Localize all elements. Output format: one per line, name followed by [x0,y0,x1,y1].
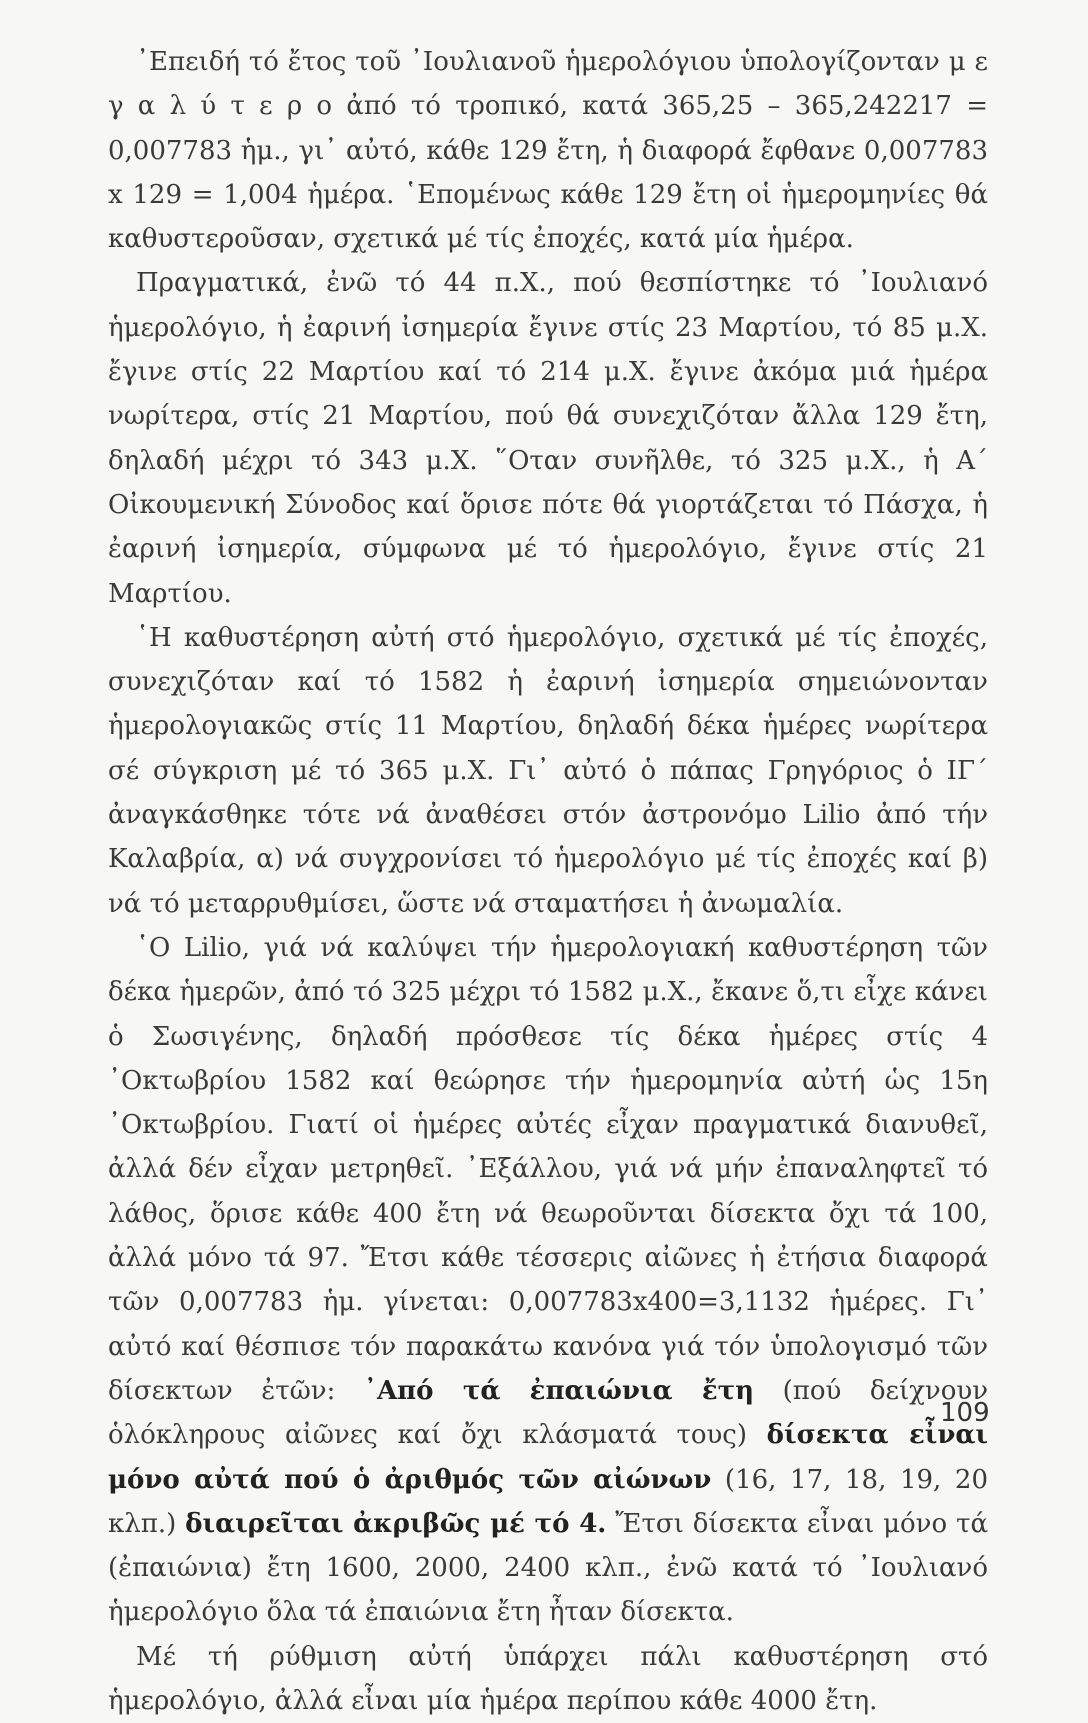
page-number: 109 [940,1398,990,1428]
rule-emphasis-leap-condition: δίσεκτα εἶναι μόνο αὐτά πού ὁ ἀριθμός τῶν αἰώνων [108,1420,988,1495]
paragraph-gregory-reform: ῾Η καθυστέρηση αὐτή στό ἡμερολόγιο, σχετικά μέ τίς ἐποχές, συνεχιζόταν καί τό 1582 ἡ ἐαρινή ἰσημερία σημειώνονταν ἡμερολογιακῶς στίς 11 Μαρτίου, δηλαδή δέκα ἡμέρες νωρίτερα σέ σύγκριση μέ τό 365 μ.Χ. Γι᾿ αὐτό ὁ πάπας Γρηγόριος ὁ ΙΓ΄ ἀναγκάσθηκε τότε νά ἀναθέσει στόν ἀστρονόμο Lilio ἀπό τήν Καλαβρία, α) νά συγχρονίσει τό ἡμερολόγιο μέ τίς ἐποχές καί β) νά τό μεταρρυθμίσει, ὥστε νά σταματήσει ἡ ἀνωμαλία. [108,622,988,919]
book-page-text [108,40,988,1723]
rule-emphasis-centennial-years: ᾿Από τά ἐπαιώνια ἔτη [363,1375,755,1406]
paragraph-julian-calendar: ᾿Επειδή τό ἔτος τοῦ ᾿Ιουλιανοῦ ἡμερολόγιου ὑπολογίζονταν μ ε γ α λ ύ τ ε ρ ο ἀπό τό τροπικό, κατά 365,25 – 365,242217 = 0,007783 ἡμ., γι᾿ αὐτό, κάθε 129 ἔτη, ἡ διαφορά ἔφθανε 0,007783 x 129 = 1,004 ἡμέρα. ῾Επομένως κάθε 129 ἔτη οἱ ἡμερομηνίες θά καθυστεροῦσαν, σχετικά μέ τίς ἐποχές, κατά μία ἡμέρα. [108,47,988,255]
lilio-rule-text-middle-2: (16, 17, 18, 19, 20 κλπ.) [108,1464,988,1539]
lilio-rule-text-middle: (πού δείχνουν ὁλόκληρους αἰῶνες καί ὄχι κλάσματά τους) [108,1375,988,1451]
paragraph-lilio-rule [108,926,988,1635]
paragraph-equinox-history: Πραγματικά, ἐνῶ τό 44 π.Χ., πού θεσπίστηκε τό ᾿Ιουλιανό ἡμερολόγιο, ἡ ἐαρινή ἰσημερία ἔγινε στίς 23 Μαρτίου, τό 85 μ.Χ. ἔγινε στίς 22 Μαρτίου καί τό 214 μ.Χ. ἔγινε ἀκόμα μιά ἡμέρα νωρίτερα, στίς 21 Μαρτίου, πού θά συνεχιζόταν ἄλλα 129 ἔτη, δηλαδή μέχρι τό 343 μ.Χ. ῞Οταν συνῆλθε, τό 325 μ.Χ., ἡ Α΄ Οἰκουμενική Σύνοδος καί ὅρισε πότε θά γιορτάζεται τό Πάσχα, ἡ ἐαρινή ἰσημερία, σύμφωνα μέ τό ἡμερολόγιο, ἔγινε στίς 21 Μαρτίου. [108,268,988,609]
lilio-rule-text-before: ῾Ο Lilio, γιά νά καλύψει τήν ἡμερολογιακή καθυστέρηση τῶν δέκα ἡμερῶν, ἀπό τό 325 μέχρι τό 1582 μ.Χ., ἔκανε ὅ,τι εἶχε κάνει ὁ Σωσιγένης, δηλαδή πρόσθεσε τίς δέκα ἡμέρες στίς 4 ᾿Οκτωβρίου 1582 καί θεώρησε τήν ἡμερομηνία αὐτή ὡς 15η ᾿Οκτωβρίου. Γιατί οἱ ἡμέρες αὐτές εἶχαν πραγματικά διανυθεῖ, ἀλλά δέν εἶχαν μετρηθεῖ. ᾿Εξάλλου, γιά νά μήν ἐπαναληφτεῖ τό λάθος, ὅρισε κάθε 400 ἔτη νά θεωροῦνται δίσεκτα ὄχι τά 100, ἀλλά μόνο τά 97. Ἔτσι κάθε τέσσερις αἰῶνες ἡ ἐτήσια διαφορά τῶν 0,007783 ἡμ. γίνεται: 0,007783x400=3,1132 ἡμέρες. Γι᾿ αὐτό καί θέσπισε τόν παρακάτω κανόνα γιά τόν ὑπολογισμό τῶν δίσεκτων ἐτῶν: [108,932,988,1406]
rule-emphasis-divisible-by-four: διαιρεῖται ἀκριβῶς μέ τό 4. [185,1508,607,1539]
paragraph-remaining-delay: Μέ τή ρύθμιση αὐτή ὑπάρχει πάλι καθυστέρηση στό ἡμερολόγιο, ἀλλά εἶναι μία ἡμέρα περίπου κάθε 4000 ἔτη. [108,1641,988,1716]
lilio-rule-text-after: Ἔτσι δίσεκτα εἶναι μόνο τά (ἐπαιώνια) ἔτη 1600, 2000, 2400 κλπ., ἐνῶ κατά τό ᾿Ιουλιανό ἡμερολόγιο ὅλα τά ἐπαιώνια ἔτη ἦταν δίσεκτα. [108,1508,989,1628]
